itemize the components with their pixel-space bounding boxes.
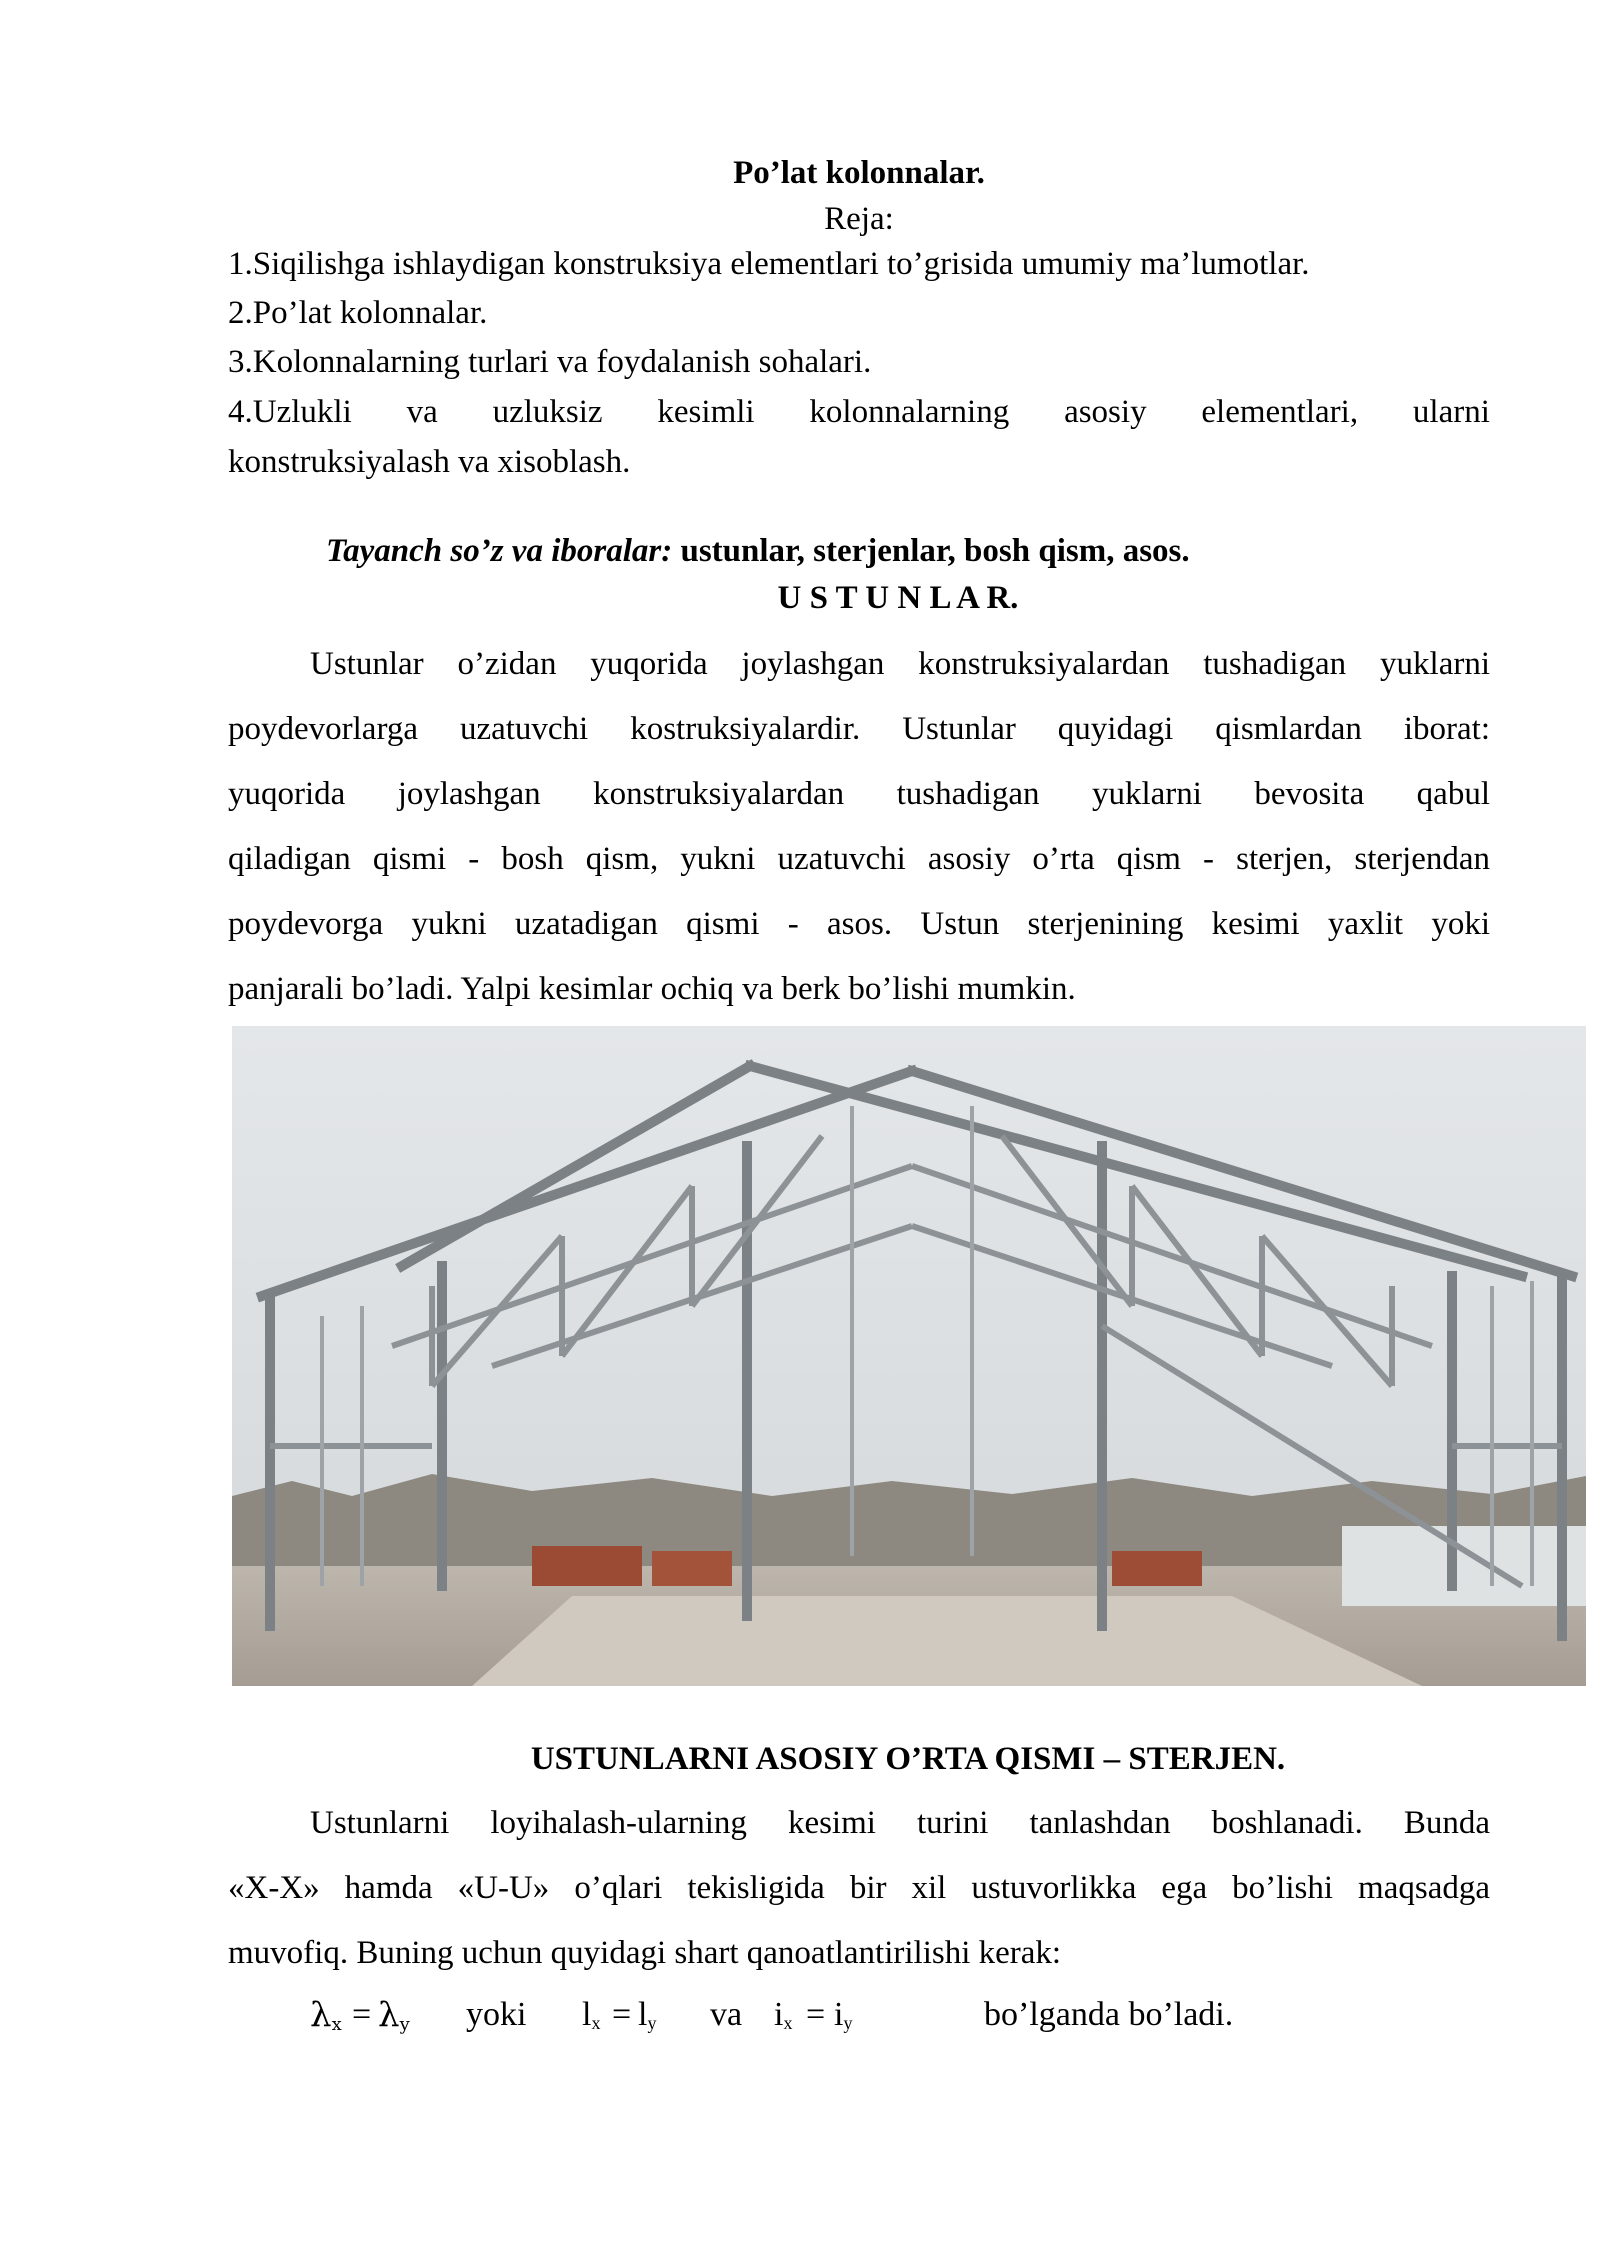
section-heading-ustunlar: U S T U N L A R. (777, 580, 1019, 616)
i-x: $i_x$ (774, 1996, 793, 2033)
paragraph-line: muvofiq. Buning uchun quyidagi shart qanoatlantirilishi kerak: (228, 1935, 1062, 1971)
equals-sign: = (352, 1996, 372, 2033)
paragraph-line: «X-X» hamda «U-U» o’qlari tekisligida bir xil ustuvorlikka ega bo’lishi maqsadga (228, 1870, 1490, 1906)
equals-sign: = (806, 1996, 826, 2033)
paragraph-line: Ustunlarni loyihalash-ularning kesimi turini tanlashdan boshlanadi. Bunda (310, 1805, 1490, 1841)
word: kolonnalarning (809, 394, 1010, 430)
word: elementlari, (1201, 394, 1359, 430)
plan-heading: Reja: (824, 201, 894, 237)
l-y: $l_y$ (638, 1996, 657, 2033)
paragraph-line: panjarali bo’ladi. Yalpi kesimlar ochiq va berk bo’lishi mumkin. (228, 971, 1076, 1007)
lambda-y: $\lambda_y$ (378, 1995, 410, 2035)
keywords-line (326, 532, 1426, 570)
section-heading-sterjen: USTUNLARNI ASOSIY O’RTA QISMI – STERJEN. (530, 1741, 1286, 1777)
word-and: va (710, 1996, 743, 2033)
word: asosiy (1064, 394, 1147, 430)
paragraph-line: poydevorga yukni uzatadigan qismi - asos. Ustun sterjenining kesimi yaxlit yoki (228, 906, 1490, 942)
keywords-label: Tayanch so’z va iboralar: (326, 533, 673, 569)
plan-item-1: 1.Siqilishga ishlaydigan konstruksiya elementlari to’grisida umumiy ma’lumotlar. (228, 246, 1310, 282)
paragraph-line: yuqorida joylashgan konstruksiyalardan tushadigan yuklarni bevosita qabul (228, 776, 1490, 812)
word: va (406, 394, 438, 430)
paragraph-line: Ustunlar o’zidan yuqorida joylashgan konstruksiyalardan tushadigan yuklarni (310, 646, 1490, 682)
steel-frame-photo (232, 1026, 1586, 1686)
i-y: $i_y$ (834, 1996, 853, 2033)
word-or: yoki (466, 1996, 527, 2033)
lambda-x: $\lambda_x$ (310, 1995, 342, 2035)
plan-item-4-line-1 (228, 393, 1490, 431)
word: uzluksiz (492, 394, 603, 430)
l-x: $l_x$ (582, 1996, 601, 2033)
page-title: Po’lat kolonnalar. (733, 155, 985, 191)
paragraph-line: qiladigan qismi - bosh qism, yukni uzatuvchi asosiy o’rta qism - sterjen, sterjendan (228, 841, 1490, 877)
word: 4.Uzlukli (228, 394, 352, 430)
keywords-text: ustunlar, sterjenlar, bosh qism, asos. (672, 533, 1190, 569)
paragraph-line: poydevorlarga uzatuvchi kostruksiyalardir. Ustunlar quyidagi qismlardan iborat: (228, 711, 1490, 747)
word: ularni (1412, 394, 1490, 430)
equals-sign: = (612, 1996, 632, 2033)
plan-item-2: 2.Po’lat kolonnalar. (228, 295, 488, 331)
plan-item-3: 3.Kolonnalarning turlari va foydalanish sohalari. (228, 344, 872, 380)
plan-item-4-line-2: konstruksiyalash va xisoblash. (228, 444, 631, 480)
word: kesimli (657, 394, 755, 430)
formula-tail: bo’lganda bo’ladi. (984, 1996, 1234, 2033)
